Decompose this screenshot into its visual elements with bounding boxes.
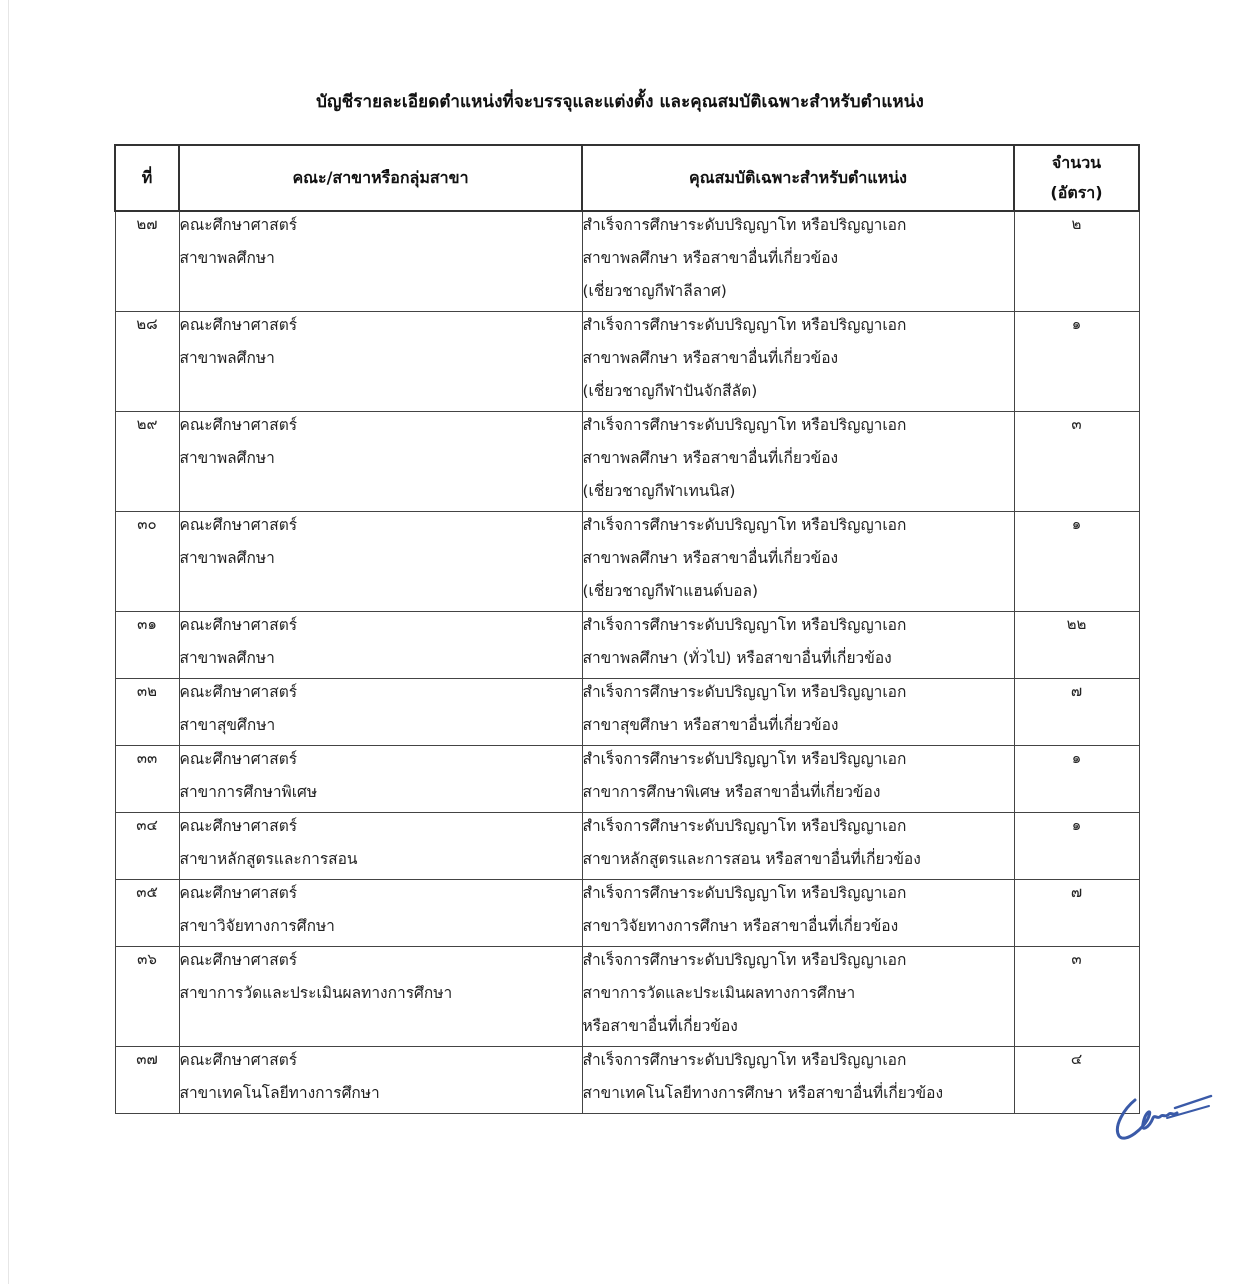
position-count: ๒	[1014, 211, 1139, 312]
faculty-cell	[179, 612, 582, 679]
table-row	[115, 813, 1139, 880]
qualification-line: สำเร็จการศึกษาระดับปริญญาโท หรือปริญญาเอก	[582, 884, 907, 902]
qualification-line: สาขาเทคโนโลยีทางการศึกษา หรือสาขาอื่นที่เกี่ยวข้อง	[582, 1084, 944, 1102]
position-count: ๔	[1014, 1047, 1139, 1114]
field-name: สาขาพลศึกษา	[179, 249, 275, 267]
row-number: ๒๘	[115, 312, 179, 412]
table-row	[115, 1047, 1139, 1114]
row-number: ๒๗	[115, 211, 179, 312]
table-row	[115, 679, 1139, 746]
faculty-cell	[179, 312, 582, 412]
row-number: ๓๒	[115, 679, 179, 746]
qualification-cell	[582, 746, 1014, 813]
row-number: ๓๗	[115, 1047, 179, 1114]
faculty-cell	[179, 211, 582, 312]
row-number: ๒๙	[115, 412, 179, 512]
page-edge	[8, 0, 9, 1284]
table-row	[115, 880, 1139, 947]
faculty-cell	[179, 813, 582, 880]
position-count: ๑	[1014, 512, 1139, 612]
row-number: ๓๔	[115, 813, 179, 880]
header-count-unit: (อัตรา)	[1050, 183, 1103, 202]
qualification-cell	[582, 412, 1014, 512]
qualification-line: สำเร็จการศึกษาระดับปริญญาโท หรือปริญญาเอก	[582, 316, 907, 334]
qualification-cell	[582, 1047, 1014, 1114]
faculty-name: คณะศึกษาศาสตร์	[179, 1051, 298, 1069]
qualification-cell	[582, 679, 1014, 746]
qualification-cell	[582, 947, 1014, 1047]
position-count: ๑	[1014, 312, 1139, 412]
header-faculty: คณะ/สาขาหรือกลุ่มสาขา	[179, 145, 582, 211]
faculty-name: คณะศึกษาศาสตร์	[179, 216, 298, 234]
qualification-line: สำเร็จการศึกษาระดับปริญญาโท หรือปริญญาเอก	[582, 416, 907, 434]
qualification-cell	[582, 512, 1014, 612]
table-header-row	[115, 145, 1139, 211]
faculty-cell	[179, 679, 582, 746]
row-number: ๓๖	[115, 947, 179, 1047]
table-row	[115, 312, 1139, 412]
qualification-line: สาขาหลักสูตรและการสอน หรือสาขาอื่นที่เกี่ยวข้อง	[582, 850, 921, 868]
table-row	[115, 412, 1139, 512]
qualification-line: สำเร็จการศึกษาระดับปริญญาโท หรือปริญญาเอก	[582, 1051, 907, 1069]
field-name: สาขาการศึกษาพิเศษ	[179, 783, 318, 801]
qualification-line: สาขาพลศึกษา หรือสาขาอื่นที่เกี่ยวข้อง	[582, 249, 839, 267]
faculty-name: คณะศึกษาศาสตร์	[179, 817, 298, 835]
qualification-line: สาขาพลศึกษา (ทั่วไป) หรือสาขาอื่นที่เกี่ยวข้อง	[582, 649, 892, 667]
field-name: สาขาพลศึกษา	[179, 449, 275, 467]
position-count: ๗	[1014, 880, 1139, 947]
table-row	[115, 512, 1139, 612]
header-count	[1014, 145, 1139, 211]
positions-table	[114, 144, 1140, 1114]
qualification-line: สาขาการศึกษาพิเศษ หรือสาขาอื่นที่เกี่ยวข้อง	[582, 783, 881, 801]
qualification-line: สำเร็จการศึกษาระดับปริญญาโท หรือปริญญาเอก	[582, 616, 907, 634]
table-row	[115, 746, 1139, 813]
faculty-cell	[179, 412, 582, 512]
field-name: สาขาหลักสูตรและการสอน	[179, 850, 358, 868]
qualification-line: สำเร็จการศึกษาระดับปริญญาโท หรือปริญญาเอก	[582, 817, 907, 835]
qualification-line: สาขาการวัดและประเมินผลทางการศึกษา	[582, 984, 856, 1002]
field-name: สาขาวิจัยทางการศึกษา	[179, 917, 335, 935]
qualification-line: (เชี่ยวชาญกีฬาปันจักสีลัต)	[582, 382, 758, 400]
qualification-line: (เชี่ยวชาญกีฬาเทนนิส)	[582, 482, 736, 500]
header-no: ที่	[115, 145, 179, 211]
faculty-cell	[179, 512, 582, 612]
position-count: ๓	[1014, 412, 1139, 512]
qualification-cell	[582, 312, 1014, 412]
document-title: บัญชีรายละเอียดตำแหน่งที่จะบรรจุและแต่งตั้ง และคุณสมบัติเฉพาะสำหรับตำแหน่ง	[316, 92, 924, 112]
faculty-name: คณะศึกษาศาสตร์	[179, 683, 298, 701]
field-name: สาขาการวัดและประเมินผลทางการศึกษา	[179, 984, 453, 1002]
faculty-name: คณะศึกษาศาสตร์	[179, 951, 298, 969]
header-qualification: คุณสมบัติเฉพาะสำหรับตำแหน่ง	[582, 145, 1014, 211]
qualification-line: (เชี่ยวชาญกีฬาแฮนด์บอล)	[582, 582, 759, 600]
field-name: สาขาพลศึกษา	[179, 349, 275, 367]
position-count: ๑	[1014, 813, 1139, 880]
qualification-line: สำเร็จการศึกษาระดับปริญญาโท หรือปริญญาเอก	[582, 216, 907, 234]
qualification-line: สำเร็จการศึกษาระดับปริญญาโท หรือปริญญาเอก	[582, 516, 907, 534]
faculty-cell	[179, 947, 582, 1047]
qualification-line: สำเร็จการศึกษาระดับปริญญาโท หรือปริญญาเอก	[582, 750, 907, 768]
qualification-line: สาขาพลศึกษา หรือสาขาอื่นที่เกี่ยวข้อง	[582, 549, 839, 567]
row-number: ๓๑	[115, 612, 179, 679]
qualification-cell	[582, 880, 1014, 947]
faculty-name: คณะศึกษาศาสตร์	[179, 516, 298, 534]
qualification-line: สาขาพลศึกษา หรือสาขาอื่นที่เกี่ยวข้อง	[582, 449, 839, 467]
faculty-cell	[179, 880, 582, 947]
faculty-name: คณะศึกษาศาสตร์	[179, 884, 298, 902]
qualification-line: สำเร็จการศึกษาระดับปริญญาโท หรือปริญญาเอก	[582, 683, 907, 701]
qualification-line: หรือสาขาอื่นที่เกี่ยวข้อง	[582, 1017, 738, 1035]
qualification-line: (เชี่ยวชาญกีฬาลีลาศ)	[582, 282, 727, 300]
field-name: สาขาพลศึกษา	[179, 549, 275, 567]
qualification-cell	[582, 612, 1014, 679]
table-row	[115, 211, 1139, 312]
faculty-name: คณะศึกษาศาสตร์	[179, 616, 298, 634]
table-row	[115, 947, 1139, 1047]
faculty-name: คณะศึกษาศาสตร์	[179, 416, 298, 434]
field-name: สาขาพลศึกษา	[179, 649, 275, 667]
qualification-line: สาขาสุขศึกษา หรือสาขาอื่นที่เกี่ยวข้อง	[582, 716, 839, 734]
faculty-name: คณะศึกษาศาสตร์	[179, 750, 298, 768]
qualification-cell	[582, 813, 1014, 880]
position-count: ๒๒	[1014, 612, 1139, 679]
row-number: ๓๓	[115, 746, 179, 813]
faculty-name: คณะศึกษาศาสตร์	[179, 316, 298, 334]
table-row	[115, 612, 1139, 679]
qualification-cell	[582, 211, 1014, 312]
qualification-line: สาขาวิจัยทางการศึกษา หรือสาขาอื่นที่เกี่ยวข้อง	[582, 917, 899, 935]
qualification-line: สาขาพลศึกษา หรือสาขาอื่นที่เกี่ยวข้อง	[582, 349, 839, 367]
signature-icon	[1105, 1078, 1215, 1148]
faculty-cell	[179, 746, 582, 813]
field-name: สาขาสุขศึกษา	[179, 716, 276, 734]
position-count: ๑	[1014, 746, 1139, 813]
row-number: ๓๐	[115, 512, 179, 612]
faculty-cell	[179, 1047, 582, 1114]
position-count: ๗	[1014, 679, 1139, 746]
field-name: สาขาเทคโนโลยีทางการศึกษา	[179, 1084, 380, 1102]
qualification-line: สำเร็จการศึกษาระดับปริญญาโท หรือปริญญาเอก	[582, 951, 907, 969]
position-count: ๓	[1014, 947, 1139, 1047]
header-count-label: จำนวน	[1051, 153, 1102, 172]
row-number: ๓๕	[115, 880, 179, 947]
